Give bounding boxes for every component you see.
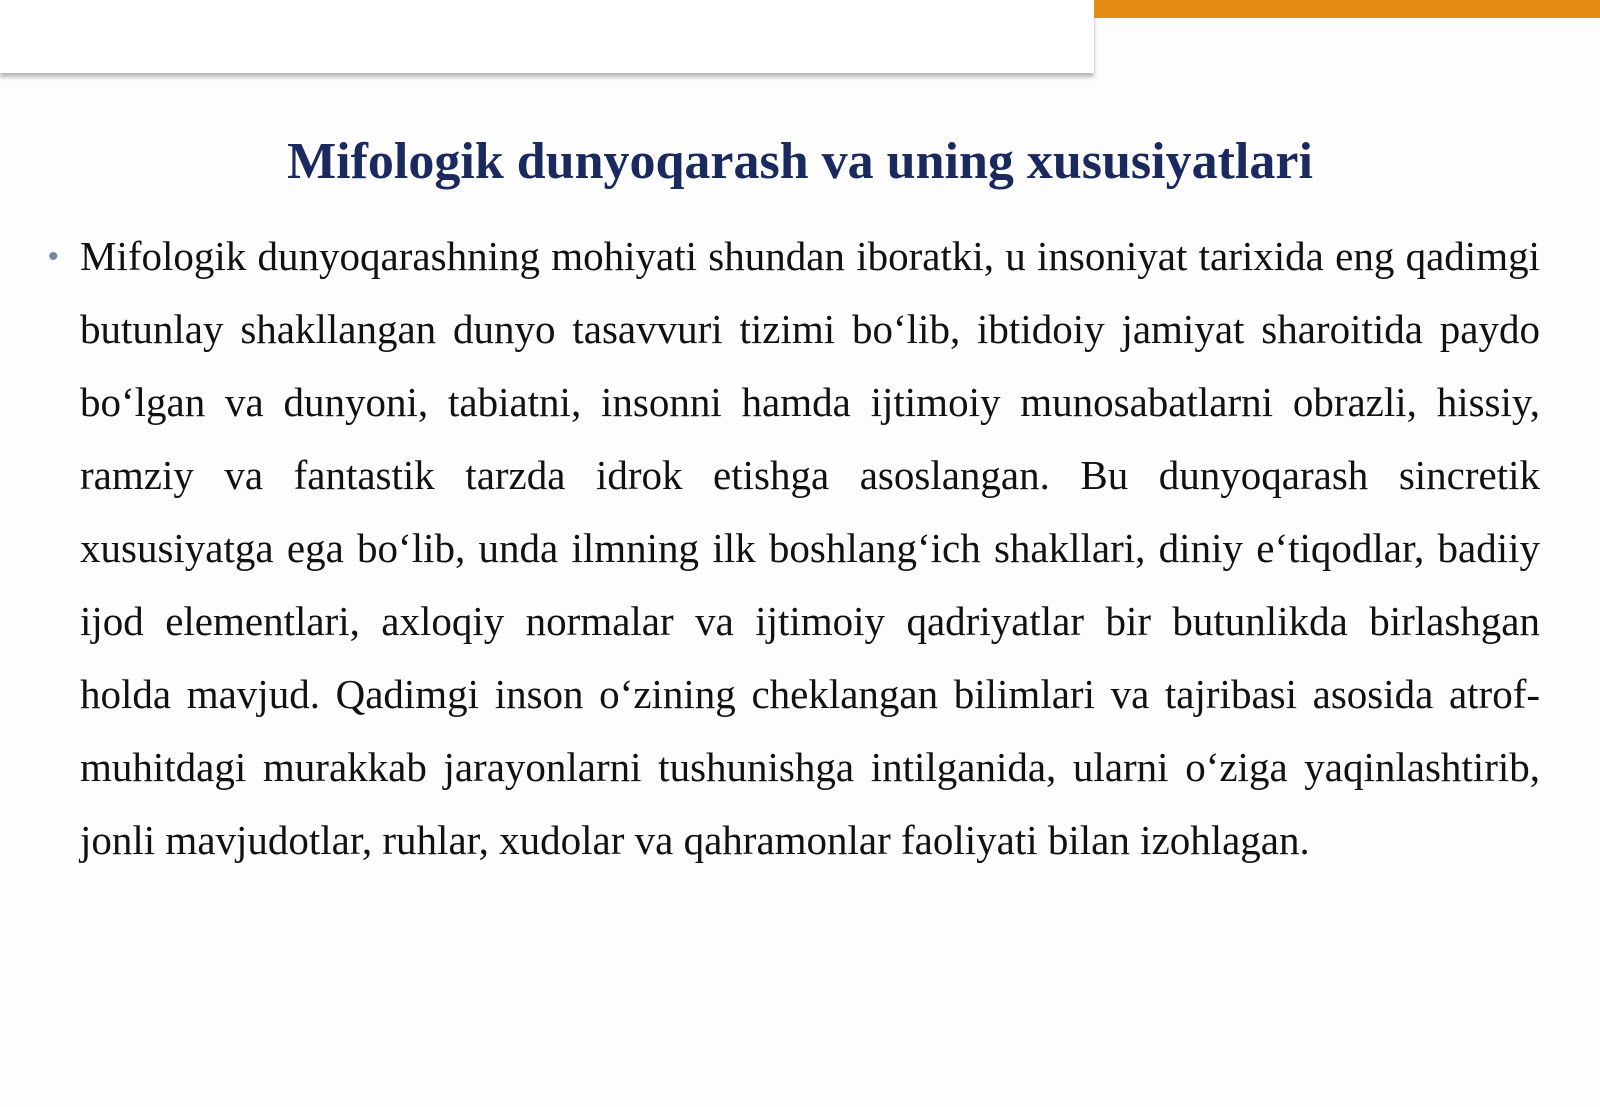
header-band [0, 0, 1094, 73]
slide-title: Mifologik dunyoqarash va uning xususiyatlari [287, 133, 1313, 190]
bullet-paragraph: Mifologik dunyoqarashning mohiyati shundan iboratki, u insoniyat tarixida eng qadimgi butunlay shakllangan dunyo tasavvuri tizimi bo‘lib, ibtidoiy jamiyat sharoitida paydo bo‘lgan va dunyoni, tabiatni, insonni hamda ijtimoiy munosabatlarni obrazli, hissiy, ramziy va fantastik tarzda idrok etishga asoslangan. Bu dunyoqarash sincretik xususiyatga ega bo‘lib, unda ilmning ilk boshlang‘ich shakllari, diniy e‘tiqodlar, badiiy ijod elementlari, axloqiy normalar va ijtimoiy qadriyatlar bir butunlikda birlashgan holda mavjud. Qadimgi inson o‘zining cheklangan bilimlari va tajribasi asosida atrof-muhitdagi murakkab jarayonlarni tushunishga intilganida, ularni o‘ziga yaqinlashtirib, jonli mavjudotlar, ruhlar, xudolar va qahramonlar faoliyati bilan izohlagan. [80, 233, 1540, 863]
slide-content [48, 220, 1540, 877]
bullet-item [48, 220, 1540, 877]
accent-bar [1094, 0, 1600, 18]
bullet-icon: • [48, 240, 59, 273]
